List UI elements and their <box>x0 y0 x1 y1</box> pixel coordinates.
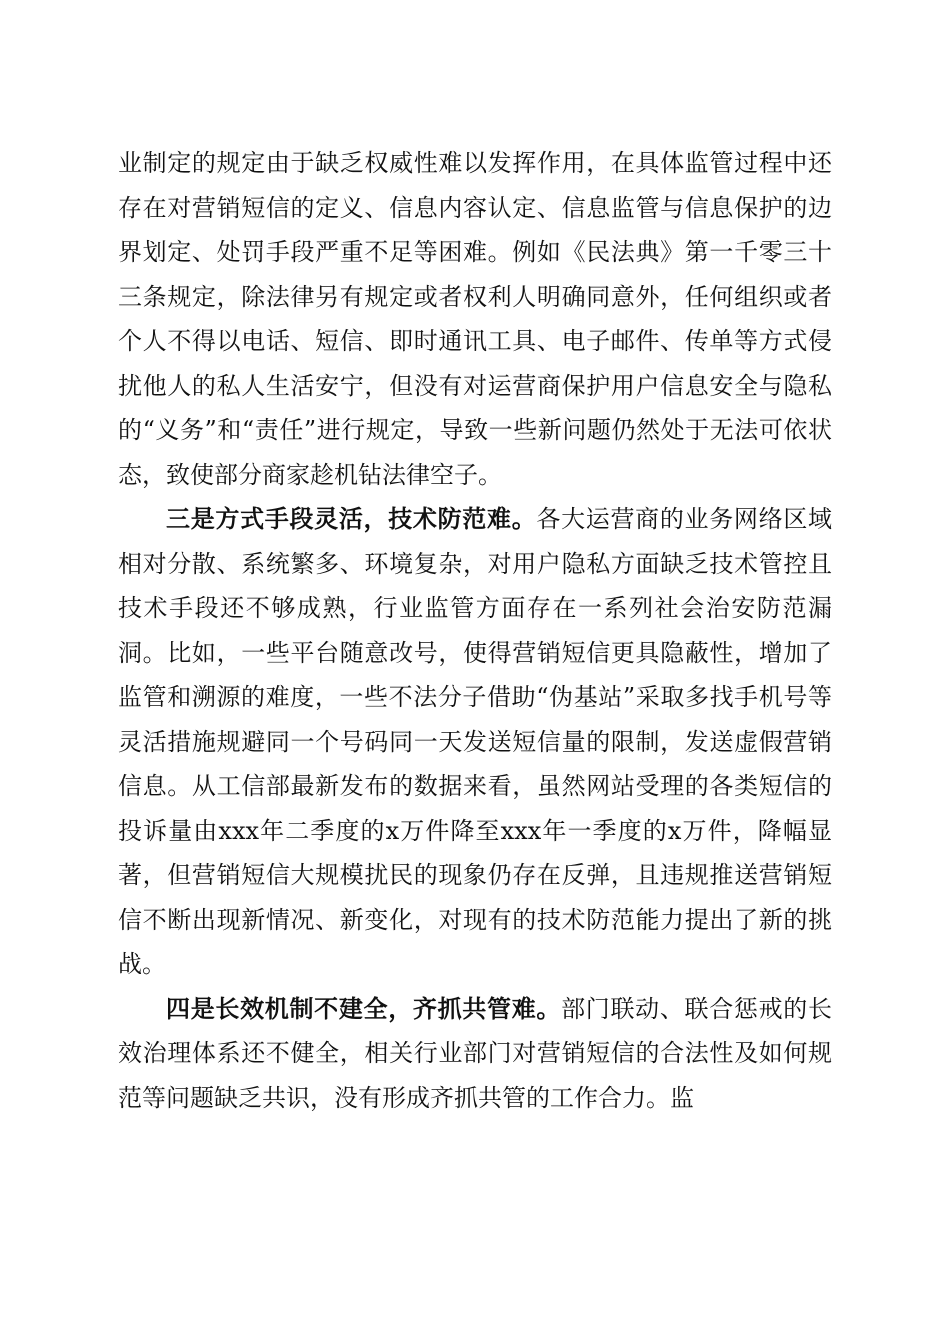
paragraph-text: 部门联动、联合惩戒的长效治理体系还不健全，相关行业部门对营销短信的合法性及如何规范等问题缺乏共识，没有形成齐抓共管的工作合力。监 <box>118 994 833 1112</box>
paragraph-technical-prevention <box>118 497 832 987</box>
paragraph-long-term-mechanism <box>118 987 832 1121</box>
paragraph-text: 业制定的规定由于缺乏权威性难以发挥作用，在具体监管过程中还存在对营销短信的定义、信息内容认定、信息监管与信息保护的边界划定、处罚手段严重不足等困难。例如《民法典》第一千零三十三条规定，除法律另有规定或者权利人明确同意外，任何组织或者个人不得以电话、短信、即时通讯工具、电子邮件、传单等方式侵扰他人的私人生活安宁，但没有对运营商保护用户信息安全与隐私的“义务”和“责任”进行规定，导致一些新问题仍然处于无法可依状态，致使部分商家趁机钻法律空子。 <box>118 149 832 489</box>
paragraph-text: 各大运营商的业务网络区域相对分散、系统繁多、环境复杂，对用户隐私方面缺乏技术管控且技术手段还不够成熟，行业监管方面存在一系列社会治安防范漏洞。比如，一些平台随意改号，使得营销短信更具隐蔽性，增加了监管和溯源的难度，一些不法分子借助“伪基站”采取多找手机号等灵活措施规避同一个号码同一天发送短信量的限制，发送虚假营销信息。从工信部最新发布的数据来看，虽然网站受理的各类短信的投诉量由xxx年二季度的x万件降至xxx年一季度的x万件，降幅显著，但营销短信大规模扰民的现象仍存在反弹，且违规推送营销短信不断出现新情况、新变化，对现有的技术防范能力提出了新的挑战。 <box>118 505 833 978</box>
paragraph-heading: 三是方式手段灵活，技术防范难。 <box>166 504 537 533</box>
paragraph-heading: 四是长效机制不建全，齐抓共管难。 <box>166 993 562 1023</box>
paragraph-legal-gaps <box>118 141 832 497</box>
